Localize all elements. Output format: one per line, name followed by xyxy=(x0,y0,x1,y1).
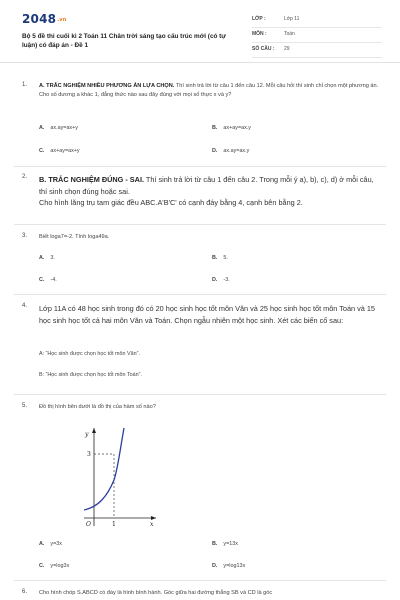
option-a[interactable]: A. y=3x xyxy=(39,541,62,547)
meta-count-value: 29 xyxy=(284,46,290,52)
question-text xyxy=(39,82,379,100)
divider xyxy=(14,224,386,225)
y-axis-label: y xyxy=(85,431,89,438)
document-title: Bộ 5 đề thi cuối kì 2 Toán 11 Chân trời sáng tạo cấu trúc mới (có tự luận) có đáp án - Đề 1 xyxy=(22,33,226,49)
y-axis-arrow-icon xyxy=(92,428,96,433)
divider xyxy=(14,394,386,395)
question-number: 3. xyxy=(22,233,28,239)
section-heading: A. TRẮC NGHIỆM NHIỀU PHƯƠNG ÁN LỰA CHỌN. xyxy=(39,83,175,89)
event-a-statement: A: “Học sinh được chọn học tốt môn Văn”. xyxy=(39,351,140,357)
x-axis-arrow-icon xyxy=(151,516,156,520)
option-b[interactable]: B. ax+ay=ax.y xyxy=(212,125,251,131)
y-tick-label: 3 xyxy=(87,451,91,458)
option-c[interactable]: C. y=log3x xyxy=(39,563,70,569)
question-stem: Đồ thị hình bên dưới là đồ thị của hàm số nào? xyxy=(39,404,156,410)
x-tick-label: 1 xyxy=(112,521,116,528)
question-stem: Lớp 11A có 48 học sinh trong đó có 20 học sinh học tốt môn Văn và 25 học sinh học tốt môn Toán và 15 học sinh học tốt cả hai môn Văn và Toán. Chọn ngẫu nhiên một học sinh. Xét các biến cố sau: xyxy=(39,304,375,325)
meta-subject xyxy=(252,28,382,43)
event-b-statement: B: “Học sinh được chọn học tốt môn Toán”. xyxy=(39,372,142,378)
option-a[interactable]: A. 3. xyxy=(39,255,55,261)
document-header xyxy=(0,0,400,63)
question-stem: Cho hình lăng trụ tam giác đều ABC.A'B'C' có cạnh đáy bằng 4, cạnh bên bằng 2. xyxy=(39,198,303,207)
function-curve xyxy=(84,428,124,510)
option-d[interactable]: D. y=log13x xyxy=(212,563,246,569)
meta-count xyxy=(252,43,382,58)
meta-subject-key: MÔN : xyxy=(252,31,267,37)
question-stem: Biết loga7=-2. Tính loga49a. xyxy=(39,234,110,240)
question-number: 4. xyxy=(22,303,28,309)
option-a[interactable]: A. ax.ay=ax+y xyxy=(39,125,78,131)
divider xyxy=(14,166,386,167)
option-c[interactable]: C. ax+ay=ax+y xyxy=(39,148,80,154)
option-b[interactable]: B. y=13x xyxy=(212,541,238,547)
meta-count-key: SỐ CÂU : xyxy=(252,46,275,52)
question-stem: Cho hình chóp S.ABCD có đáy là hình bình hành. Góc giữa hai đường thẳng SB và CD là góc xyxy=(39,590,273,596)
function-graph xyxy=(80,425,160,529)
divider xyxy=(14,580,386,581)
divider xyxy=(14,294,386,295)
x-axis-label: x xyxy=(150,521,154,528)
option-d[interactable]: D. -3. xyxy=(212,277,230,283)
site-logo[interactable]: 2048.vn xyxy=(22,12,67,26)
option-c[interactable]: C. -4. xyxy=(39,277,57,283)
question-text xyxy=(39,174,379,209)
meta-class xyxy=(252,13,382,28)
origin-label: O xyxy=(86,521,91,528)
section-heading: B. TRẮC NGHIỆM ĐÚNG - SAI. xyxy=(39,175,144,184)
meta-subject-value: Toán xyxy=(284,31,295,37)
meta-class-key: LỚP : xyxy=(252,16,266,22)
question-number: 6. xyxy=(22,589,28,595)
question-number: 1. xyxy=(22,82,28,88)
section-intro: Thí sinh trả lời từ câu 1 đến câu 12. Mỗi câu hỏi thí sinh chỉ chọn một phương án. xyxy=(174,83,379,89)
section-intro: Thí sinh trả lời từ câu 1 đến câu 2. Trong mỗi ý a), b), c), d) ở mỗi câu, thí sinh chọn đúng hoặc sai. xyxy=(39,175,374,196)
question-stem: Cho số dương a khác 1, đẳng thức nào sau đây đúng với mọi số thực x và y? xyxy=(39,92,232,98)
option-b[interactable]: B. 5. xyxy=(212,255,228,261)
question-number: 2. xyxy=(22,174,28,180)
option-d[interactable]: D. ax.ay=ax.y xyxy=(212,148,250,154)
question-number: 5. xyxy=(22,403,28,409)
meta-class-value: Lớp 11 xyxy=(284,16,300,22)
